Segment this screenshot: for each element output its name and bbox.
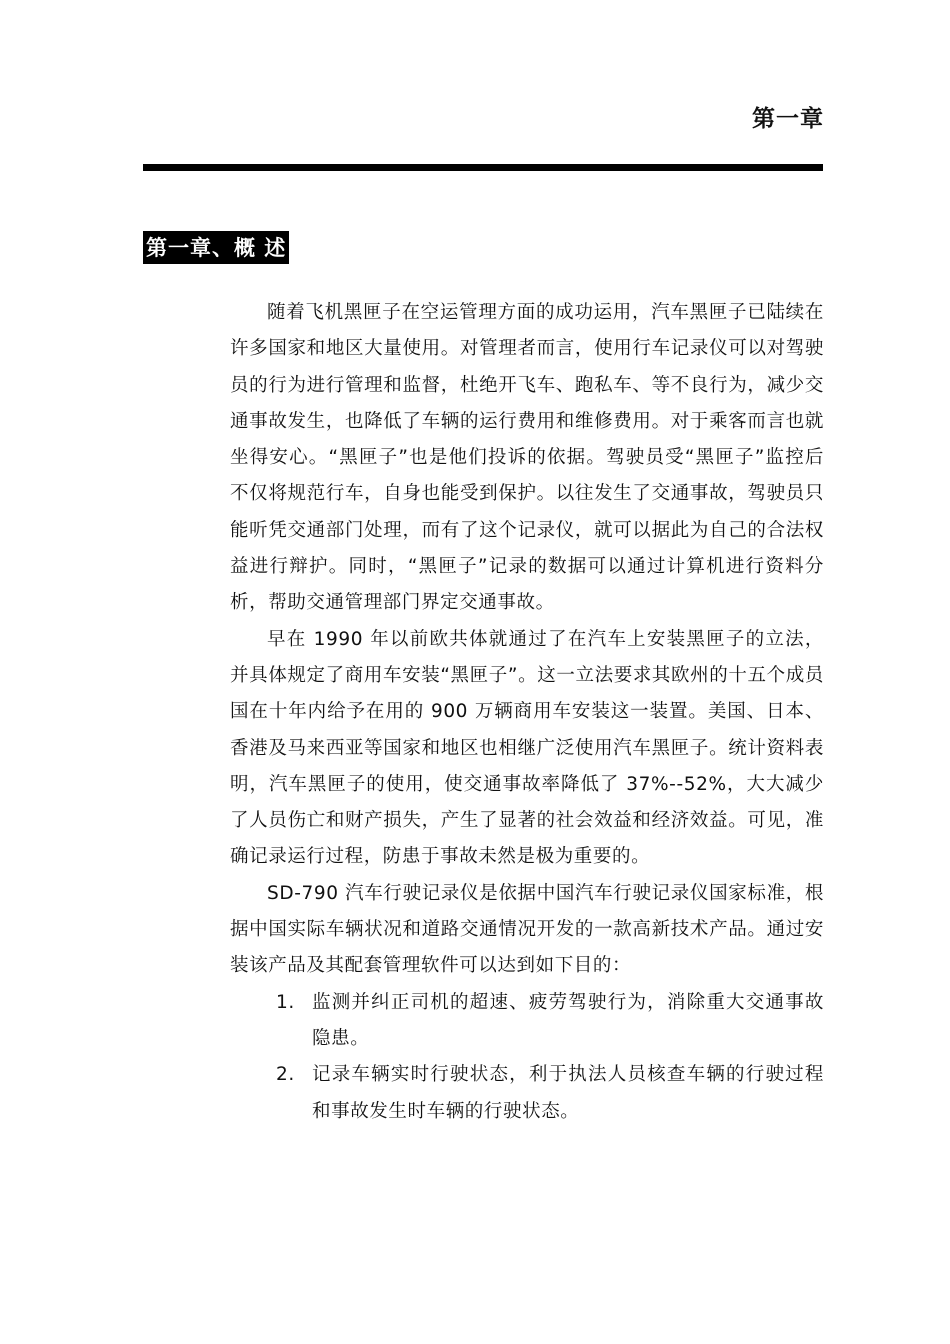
paragraph-history: 早在 1990 年以前欧共体就通过了在汽车上安装黑匣子的立法，并具体规定了商用车安装“黑匣子”。这一立法要求其欧州的十五个成员国在十年内给予在用的 900 万辆商用车安装这一装置。美国、日本、香港及马来西亚等国家和地区也相继广泛使用汽车黑匣子。统计资料表明，汽车黑匣子的使用，使交通事故率降低了 37%--52%，大大减少了人员伤亡和财产损失，产生了显著的社会效益和经济效益。可见，准确记录运行过程，防患于事故未然是极为重要的。: [230, 628, 824, 868]
header-rule: [143, 164, 823, 171]
section-heading: 第一章、概 述: [143, 231, 289, 264]
paragraph-product: SD-790 汽车行驶记录仪是依据中国汽车行驶记录仪国家标准，根据中国实际车辆状况和道路交通情况开发的一款高新技术产品。通过安装该产品及其配套管理软件可以达到如下目的：: [230, 882, 824, 977]
paragraph-intro: 随着飞机黑匣子在空运管理方面的成功运用，汽车黑匣子已陆续在许多国家和地区大量使用。对管理者而言，使用行车记录仪可以对驾驶员的行为进行管理和监督，杜绝开飞车、跑私车、等不良行为，减少交通事故发生，也降低了车辆的运行费用和维修费用。对于乘客而言也就坐得安心。“黑匣子”也是他们投诉的依据。驾驶员受“黑匣子”监控后不仅将规范行车，自身也能受到保护。以往发生了交通事故，驾驶员只能听凭交通部门处理，而有了这个记录仪，就可以据此为自己的合法权益进行辩护。同时，“黑匣子”记录的数据可以通过计算机进行资料分析，帮助交通管理部门界定交通事故。: [230, 302, 824, 614]
body-text: [230, 295, 824, 1130]
list-item-text: 记录车辆实时行驶状态，利于执法人员核查车辆的行驶过程和事故发生时车辆的行驶状态。: [312, 1064, 824, 1122]
list-item-text: 监测并纠正司机的超速、疲劳驾驶行为，消除重大交通事故隐患。: [312, 991, 824, 1049]
running-header-chapter-title: 第一章: [752, 106, 824, 132]
list-item: [230, 985, 824, 1058]
list-item: [230, 1057, 824, 1130]
purpose-list: [230, 985, 824, 1130]
list-item-number: 2.: [276, 1064, 295, 1086]
list-item-number: 1.: [276, 991, 295, 1013]
